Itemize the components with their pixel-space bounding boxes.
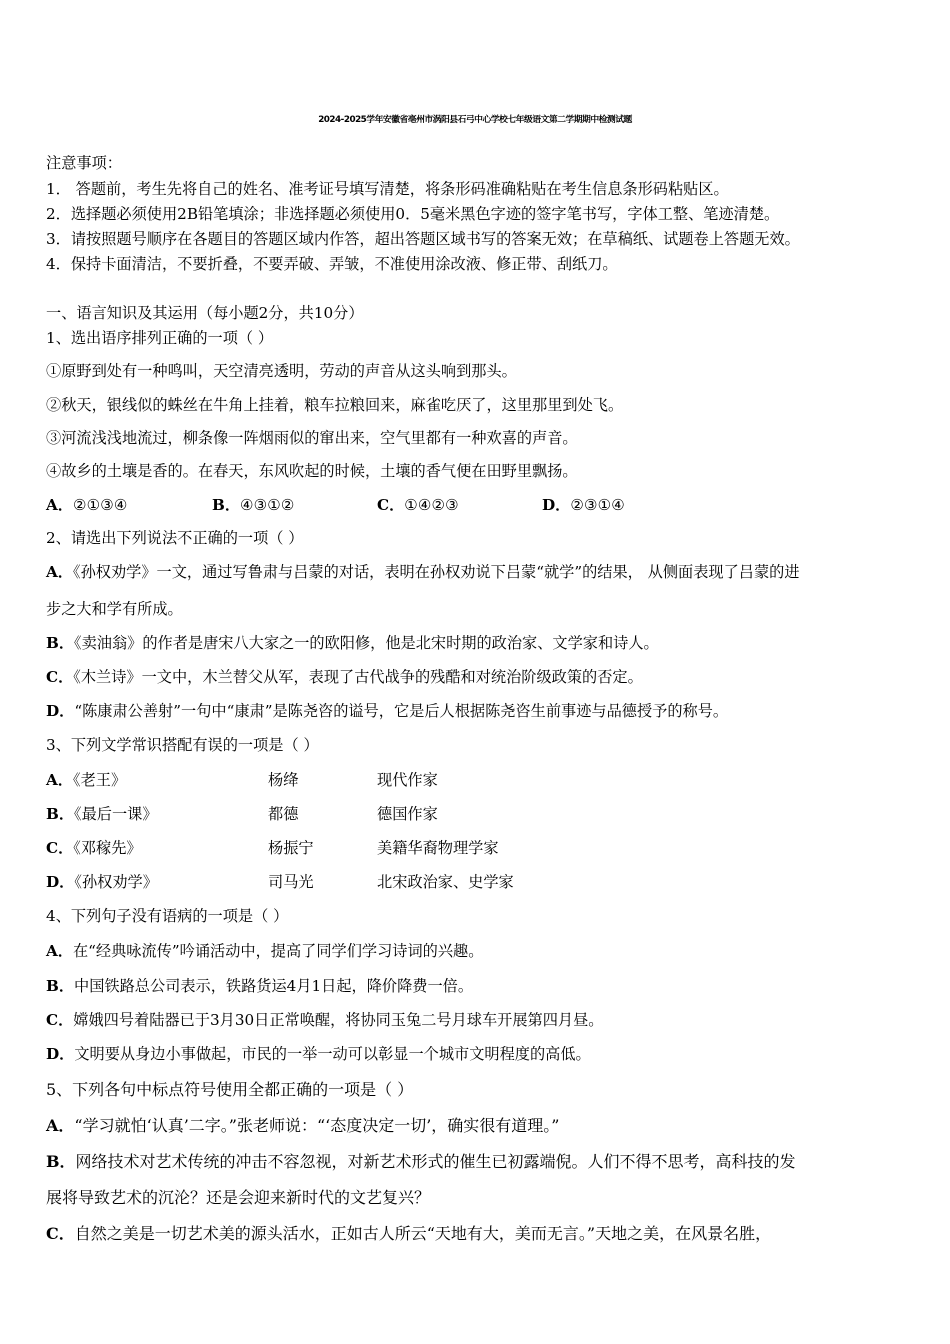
question-1-stem: 1、选出语序排列正确的一项（ ） [46, 329, 274, 347]
q5-option-a: A．“学习就怕‘认真’二字。”张老师说：“‘态度决定一切’，确实很有道理。” [46, 1116, 560, 1135]
question-3-stem: 3、下列文学常识搭配有误的一项是（ ） [46, 736, 319, 754]
q5-option-c: C．自然之美是一切艺术美的源头活水，正如古人所云“天地有大，美而无言。”天地之美，在风景名胜， [46, 1224, 772, 1243]
q1-sentence: ④故乡的土壤是香的。在春天，东风吹起的时候，土壤的香气便在田野里飘扬。 [46, 462, 578, 480]
q3-row-c: C．《邓稼先》 [46, 839, 142, 857]
q3-author: 杨绛 [268, 771, 299, 789]
q3-row-d: D．《孙权劝学》 [46, 873, 158, 891]
q3-author: 司马光 [268, 873, 314, 891]
q4-option-b: B．中国铁路总公司表示，铁路货运4月1日起，降价降费一倍。 [46, 977, 474, 995]
q2-option-c: C．《木兰诗》一文中，木兰替父从军，表现了古代战争的残酷和对统治阶级政策的否定。 [46, 668, 643, 686]
q4-option-a: A．在“经典咏流传”吟诵活动中，提高了同学们学习诗词的兴趣。 [46, 942, 484, 960]
q4-option-d: D．文明要从身边小事做起，市民的一举一动可以彰显一个城市文明程度的高低。 [46, 1045, 591, 1063]
notice-heading: 注意事项： [46, 154, 122, 172]
q1-sentence: ①原野到处有一种鸣叫，天空清亮透明，劳动的声音从这头响到那头。 [46, 362, 517, 380]
q1-option-d: D．②③①④ [542, 496, 625, 514]
q2-option-d: D．“陈康肃公善射”一句中“康肃”是陈尧咨的谥号，它是后人根据陈尧咨生前事迹与品德授予的称号。 [46, 702, 729, 720]
q1-sentence: ③河流浅浅地流过，柳条像一阵烟雨似的窜出来，空气里都有一种欢喜的声音。 [46, 429, 578, 447]
page-title: 2024-2025学年安徽省亳州市涡阳县石弓中心学校七年级语文第二学期期中检测试题 [318, 115, 632, 125]
q2-option-a: A．《孙权劝学》一文，通过写鲁肃与吕蒙的对话，表明在孙权劝说下吕蒙“就学”的结果， 从侧面表现了吕蒙的进 [46, 563, 800, 581]
q1-sentence: ②秋天，银线似的蛛丝在牛角上挂着，粮车拉粮回来，麻雀吃厌了，这里那里到处飞。 [46, 396, 624, 414]
q3-desc: 现代作家 [377, 771, 438, 789]
q1-option-b: B．④③①② [212, 496, 295, 514]
q3-desc: 北宋政治家、史学家 [377, 873, 514, 891]
question-5-stem: 5、下列各句中标点符号使用全都正确的一项是（ ） [46, 1080, 414, 1099]
question-4-stem: 4、下列句子没有语病的一项是（ ） [46, 907, 289, 925]
notice-item: 4．保持卡面清洁，不要折叠，不要弄破、弄皱，不准使用涂改液、修正带、刮纸刀。 [46, 255, 618, 273]
q3-desc: 美籍华裔物理学家 [377, 839, 499, 857]
notice-item: 1． 答题前，考生先将自己的姓名、准考证号填写清楚，将条形码准确粘贴在考生信息条形码粘贴区。 [46, 180, 729, 198]
q4-option-c: C．嫦娥四号着陆器已于3月30日正常唤醒，将协同玉兔二号月球车开展第四月昼。 [46, 1011, 604, 1029]
notice-item: 2．选择题必须使用2B铅笔填涂；非选择题必须使用0．5毫米黑色字迹的签字笔书写，字体工整、笔迹清楚。 [46, 205, 780, 223]
notice-item: 3．请按照题号顺序在各题目的答题区域内作答，超出答题区域书写的答案无效；在草稿纸、试题卷上答题无效。 [46, 230, 800, 248]
q5-option-b-continued: 展将导致艺术的沉沦？还是会迎来新时代的文艺复兴？ [46, 1188, 431, 1207]
section-heading: 一、语言知识及其运用（每小题2分，共10分） [46, 304, 364, 322]
q3-author: 杨振宁 [268, 839, 314, 857]
q3-row-b: B．《最后一课》 [46, 805, 158, 823]
q2-option-b: B．《卖油翁》的作者是唐宋八大家之一的欧阳修，他是北宋时期的政治家、文学家和诗人。 [46, 634, 659, 652]
q5-option-b: B．网络技术对艺术传统的冲击不容忽视，对新艺术形式的催生已初露端倪。人们不得不思考，高科技的发 [46, 1152, 796, 1171]
q2-option-a-continued: 步之大和学有所成。 [46, 600, 183, 618]
question-2-stem: 2、请选出下列说法不正确的一项（ ） [46, 529, 304, 547]
q1-option-c: C．①④②③ [377, 496, 459, 514]
q1-option-a: A．②①③④ [46, 496, 128, 514]
q3-row-a: A．《老王》 [46, 771, 127, 789]
q3-author: 都德 [268, 805, 299, 823]
q3-desc: 德国作家 [377, 805, 438, 823]
